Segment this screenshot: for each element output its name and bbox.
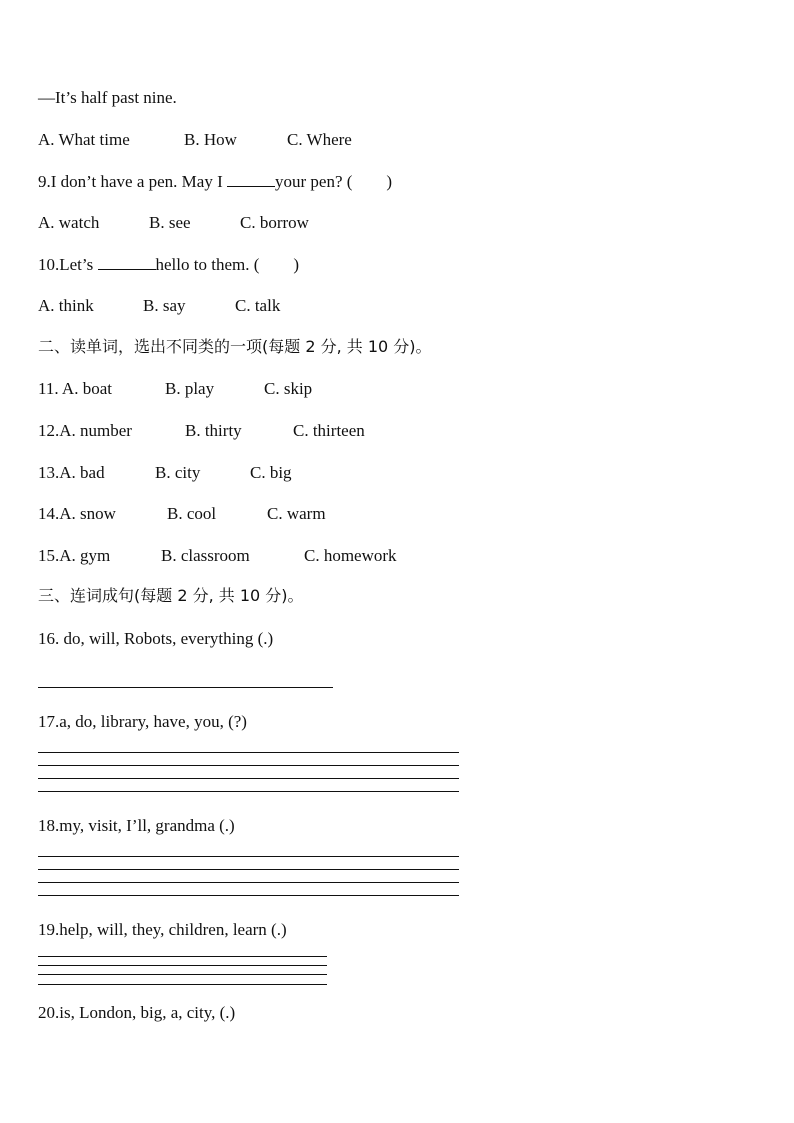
q19-answer-line-3	[38, 974, 327, 975]
q19-answer-line-2	[38, 965, 327, 966]
q10-stem	[38, 255, 299, 275]
q9-stem-after: your pen? ( )	[275, 172, 393, 191]
q12-option-b: B. thirty	[185, 421, 242, 440]
q19-answer-line-1	[38, 956, 327, 957]
q9-stem	[38, 172, 392, 192]
q8-option-c: C. Where	[287, 130, 352, 149]
q17-answer-line-3	[38, 778, 459, 779]
q18-answer-line-2	[38, 869, 459, 870]
q12-option-c: C. thirteen	[293, 421, 365, 440]
q17-prompt: 17.a, do, library, have, you, (?)	[38, 712, 247, 731]
q11-option-a: 11. A. boat	[38, 379, 112, 398]
q14-option-b: B. cool	[167, 504, 217, 523]
q12-option-a: 12.A. number	[38, 421, 132, 440]
q20-prompt: 20.is, London, big, a, city, (.)	[38, 1003, 236, 1022]
q10-option-c: C. talk	[235, 296, 281, 315]
q14-option-a: 14.A. snow	[38, 504, 116, 523]
q8-answer-line: —It’s half past nine.	[38, 88, 177, 107]
q18-answer-line-1	[38, 856, 459, 857]
q11-option-c: C. skip	[264, 379, 313, 398]
q17-answer-line-2	[38, 765, 459, 766]
q14-option-c: C. warm	[267, 504, 326, 523]
q18-answer-line-3	[38, 882, 459, 883]
q16-prompt: 16. do, will, Robots, everything (.)	[38, 629, 274, 648]
q10-option-a: A. think	[38, 296, 94, 315]
q13-option-b: B. city	[155, 463, 201, 482]
q17-answer-line-4	[38, 791, 459, 792]
q9-blank	[227, 172, 275, 187]
q10-option-b: B. say	[143, 296, 186, 315]
q10-blank	[98, 255, 156, 270]
q9-option-a: A. watch	[38, 213, 100, 232]
q8-option-b: B. How	[184, 130, 237, 149]
q15-option-c: C. homework	[304, 546, 397, 565]
section-3-heading: 三、连词成句(每题 2 分, 共 10 分)。	[38, 586, 304, 605]
q8-option-a: A. What time	[38, 130, 130, 149]
q16-answer-line	[38, 687, 333, 688]
q19-answer-line-4	[38, 984, 327, 985]
section-2-heading: 二、读单词，选出不同类的一项(每题 2 分, 共 10 分)。	[38, 337, 432, 356]
q17-answer-line-1	[38, 752, 459, 753]
q19-prompt: 19.help, will, they, children, learn (.)	[38, 920, 287, 939]
q13-option-c: C. big	[250, 463, 292, 482]
q9-stem-before: 9.I don’t have a pen. May I	[38, 172, 227, 191]
q10-stem-before: 10.Let’s	[38, 255, 98, 274]
q9-option-c: C. borrow	[240, 213, 309, 232]
q10-stem-after: hello to them. ( )	[155, 255, 300, 274]
q15-option-a: 15.A. gym	[38, 546, 111, 565]
q13-option-a: 13.A. bad	[38, 463, 105, 482]
q18-prompt: 18.my, visit, I’ll, grandma (.)	[38, 816, 235, 835]
q18-answer-line-4	[38, 895, 459, 896]
q9-option-b: B. see	[149, 213, 191, 232]
q15-option-b: B. classroom	[161, 546, 250, 565]
q11-option-b: B. play	[165, 379, 215, 398]
